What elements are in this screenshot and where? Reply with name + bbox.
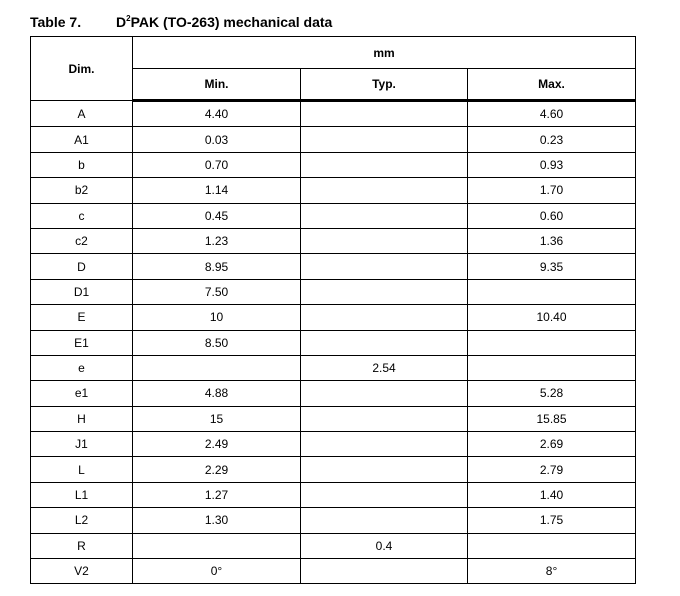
max-cell: 2.69 bbox=[468, 432, 636, 457]
dim-cell: D1 bbox=[31, 279, 133, 304]
dim-cell: L1 bbox=[31, 482, 133, 507]
dim-cell: c bbox=[31, 203, 133, 228]
typ-cell bbox=[301, 508, 468, 533]
table-row bbox=[31, 254, 636, 279]
title-prefix: D bbox=[116, 14, 127, 30]
typ-cell bbox=[301, 178, 468, 203]
dim-cell: D bbox=[31, 254, 133, 279]
dim-cell: E bbox=[31, 305, 133, 330]
typ-cell bbox=[301, 127, 468, 152]
table-row bbox=[31, 406, 636, 431]
typ-cell bbox=[301, 101, 468, 127]
min-cell: 1.14 bbox=[133, 178, 301, 203]
table-row bbox=[31, 508, 636, 533]
header-row-units bbox=[31, 37, 636, 69]
table-row bbox=[31, 152, 636, 177]
max-cell: 2.79 bbox=[468, 457, 636, 482]
typ-cell bbox=[301, 457, 468, 482]
max-cell: 5.28 bbox=[468, 381, 636, 406]
max-cell: 1.40 bbox=[468, 482, 636, 507]
dim-cell: e1 bbox=[31, 381, 133, 406]
table-row bbox=[31, 482, 636, 507]
max-cell: 1.75 bbox=[468, 508, 636, 533]
typ-cell bbox=[301, 228, 468, 253]
min-cell: 0° bbox=[133, 559, 301, 584]
table-title bbox=[116, 14, 332, 30]
dim-cell: J1 bbox=[31, 432, 133, 457]
min-cell: 2.29 bbox=[133, 457, 301, 482]
min-cell: 0.03 bbox=[133, 127, 301, 152]
min-cell: 1.30 bbox=[133, 508, 301, 533]
typ-cell bbox=[301, 559, 468, 584]
max-cell: 0.23 bbox=[468, 127, 636, 152]
typ-cell bbox=[301, 279, 468, 304]
typ-cell bbox=[301, 330, 468, 355]
unit-header: mm bbox=[133, 37, 636, 69]
max-cell bbox=[468, 533, 636, 558]
table-body bbox=[31, 101, 636, 584]
min-cell: 8.95 bbox=[133, 254, 301, 279]
min-cell bbox=[133, 533, 301, 558]
dim-cell: e bbox=[31, 355, 133, 380]
max-cell: 8° bbox=[468, 559, 636, 584]
dim-cell: H bbox=[31, 406, 133, 431]
max-header: Max. bbox=[468, 69, 636, 101]
typ-cell: 2.54 bbox=[301, 355, 468, 380]
table-row bbox=[31, 203, 636, 228]
dim-cell: b2 bbox=[31, 178, 133, 203]
typ-cell bbox=[301, 432, 468, 457]
table-row bbox=[31, 127, 636, 152]
min-cell: 0.70 bbox=[133, 152, 301, 177]
table-row bbox=[31, 178, 636, 203]
max-cell: 0.60 bbox=[468, 203, 636, 228]
dim-cell: c2 bbox=[31, 228, 133, 253]
dim-cell: A1 bbox=[31, 127, 133, 152]
min-cell: 4.40 bbox=[133, 101, 301, 127]
dim-cell: V2 bbox=[31, 559, 133, 584]
dim-cell: b bbox=[31, 152, 133, 177]
min-cell: 15 bbox=[133, 406, 301, 431]
table-row bbox=[31, 305, 636, 330]
table-row bbox=[31, 228, 636, 253]
min-cell: 1.23 bbox=[133, 228, 301, 253]
dim-cell: L2 bbox=[31, 508, 133, 533]
typ-cell bbox=[301, 203, 468, 228]
max-cell: 1.36 bbox=[468, 228, 636, 253]
dim-cell: L bbox=[31, 457, 133, 482]
table-row bbox=[31, 330, 636, 355]
min-cell bbox=[133, 355, 301, 380]
min-cell: 1.27 bbox=[133, 482, 301, 507]
typ-cell bbox=[301, 381, 468, 406]
max-cell: 4.60 bbox=[468, 101, 636, 127]
table-row bbox=[31, 457, 636, 482]
min-cell: 2.49 bbox=[133, 432, 301, 457]
table-row bbox=[31, 101, 636, 127]
title-rest: PAK (TO-263) mechanical data bbox=[130, 14, 333, 30]
min-cell: 4.88 bbox=[133, 381, 301, 406]
mechanical-data-table bbox=[30, 36, 636, 584]
typ-cell bbox=[301, 254, 468, 279]
max-cell bbox=[468, 330, 636, 355]
max-cell: 10.40 bbox=[468, 305, 636, 330]
min-cell: 0.45 bbox=[133, 203, 301, 228]
typ-cell bbox=[301, 406, 468, 431]
table-row bbox=[31, 381, 636, 406]
max-cell: 0.93 bbox=[468, 152, 636, 177]
typ-header: Typ. bbox=[301, 69, 468, 101]
max-cell: 1.70 bbox=[468, 178, 636, 203]
table-row bbox=[31, 533, 636, 558]
min-cell: 7.50 bbox=[133, 279, 301, 304]
typ-cell: 0.4 bbox=[301, 533, 468, 558]
min-cell: 8.50 bbox=[133, 330, 301, 355]
table-row bbox=[31, 432, 636, 457]
max-cell bbox=[468, 279, 636, 304]
typ-cell bbox=[301, 482, 468, 507]
max-cell: 9.35 bbox=[468, 254, 636, 279]
min-cell: 10 bbox=[133, 305, 301, 330]
table-row bbox=[31, 279, 636, 304]
dim-cell: E1 bbox=[31, 330, 133, 355]
table-row bbox=[31, 355, 636, 380]
dim-header: Dim. bbox=[31, 37, 133, 101]
table-number: Table 7. bbox=[30, 14, 82, 30]
title-superscript: 2 bbox=[126, 14, 131, 23]
table-row bbox=[31, 559, 636, 584]
min-header: Min. bbox=[133, 69, 301, 101]
max-cell bbox=[468, 355, 636, 380]
typ-cell bbox=[301, 305, 468, 330]
dim-cell: A bbox=[31, 101, 133, 127]
dim-cell: R bbox=[31, 533, 133, 558]
typ-cell bbox=[301, 152, 468, 177]
max-cell: 15.85 bbox=[468, 406, 636, 431]
